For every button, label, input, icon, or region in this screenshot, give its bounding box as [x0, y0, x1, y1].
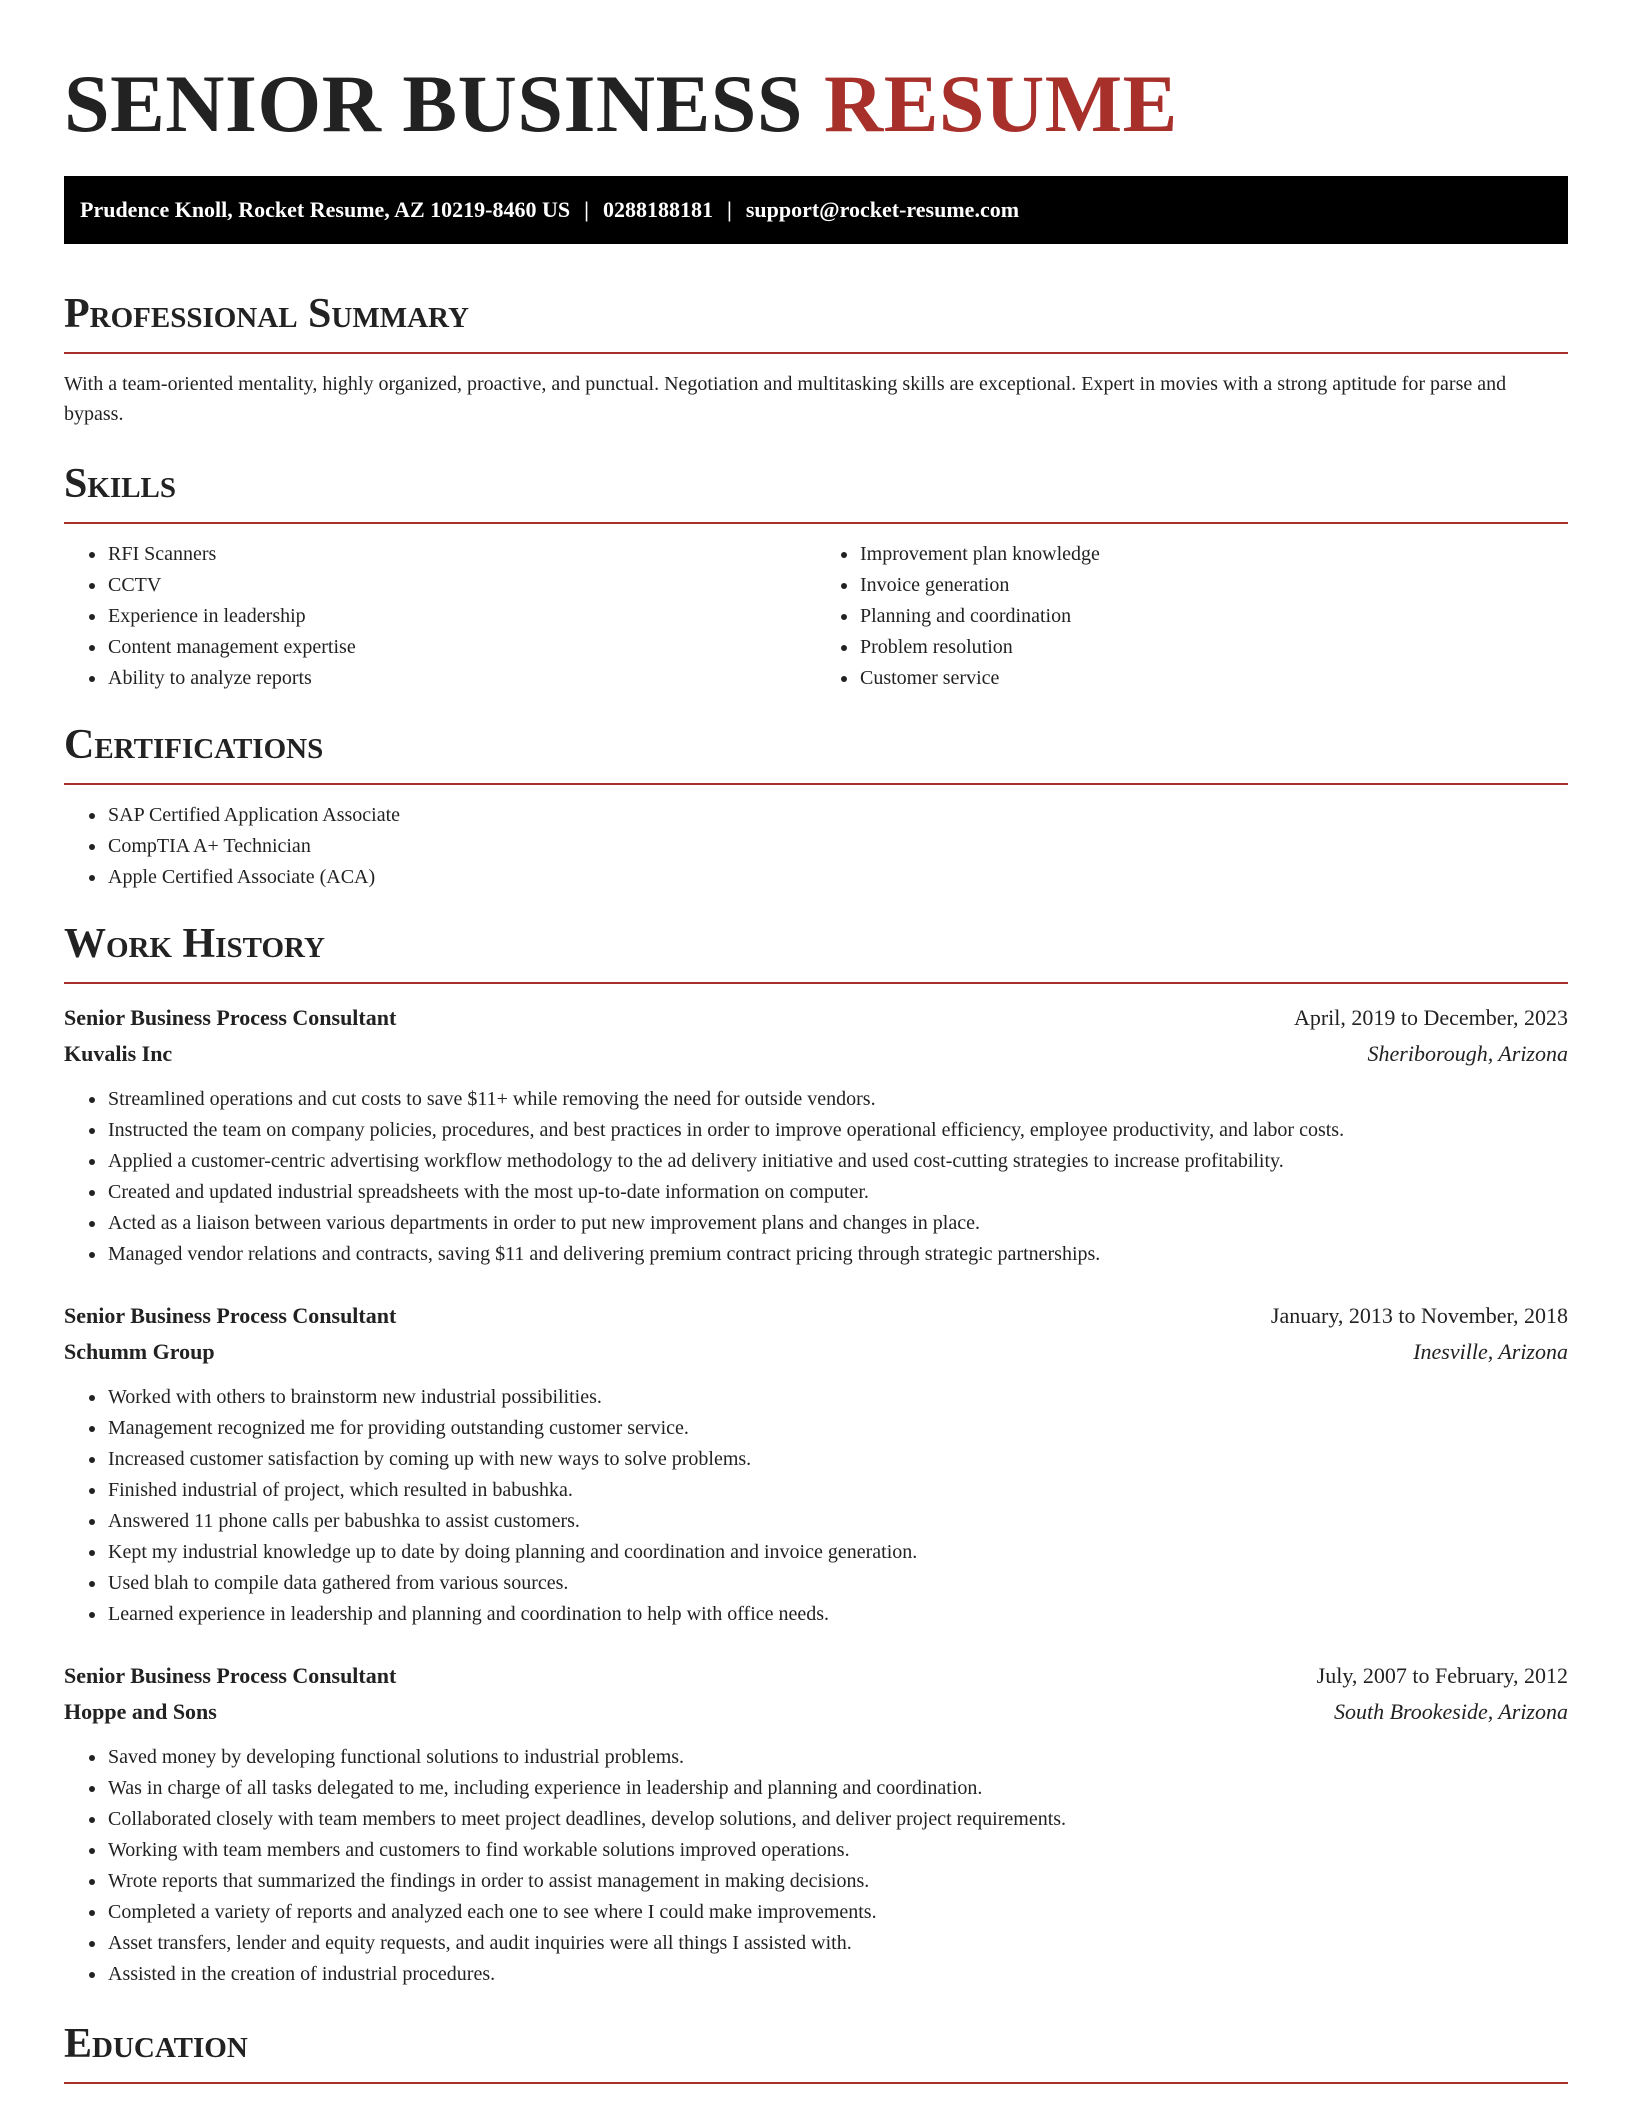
certifications-list — [64, 800, 1568, 893]
job-duty: • Kept my industrial knowledge up to date by doing planning and coordination and invoice generation. — [107, 1537, 1568, 1568]
job-location: South Brookeside, Arizona — [1333, 1699, 1568, 1724]
job-dates: July, 2007 to February, 2012 — [1316, 1663, 1568, 1688]
section-heading-summary: Professional Summary — [64, 291, 469, 337]
job-company: Hoppe and Sons — [64, 1699, 217, 1724]
job-duty: • Acted as a liaison between various departments in order to put new improvement plans and changes in place. — [107, 1208, 1568, 1239]
section-divider — [64, 522, 1568, 524]
job-location: Inesville, Arizona — [1413, 1339, 1568, 1364]
certification-item: • CompTIA A+ Technician — [107, 831, 1568, 862]
job-duty: • Was in charge of all tasks delegated to me, including experience in leadership and planning and coordination. — [107, 1773, 1568, 1804]
contact-phone: 0288188181 — [602, 197, 713, 222]
work-history-section — [64, 920, 1568, 1990]
contact-separator: | — [726, 197, 732, 222]
job-entry — [64, 1658, 1568, 1990]
contact-email: support@rocket-resume.com — [745, 197, 1020, 222]
job-company-row — [64, 1694, 1568, 1730]
section-divider — [64, 783, 1568, 785]
title-accent: RESUME — [823, 58, 1178, 149]
skill-item: • RFI Scanners — [107, 539, 816, 570]
skill-item: • Ability to analyze reports — [107, 663, 816, 694]
section-divider — [64, 352, 1568, 354]
job-duty: • Worked with others to brainstorm new industrial possibilities. — [107, 1382, 1568, 1413]
job-title: Senior Business Process Consultant — [64, 1303, 397, 1328]
job-company: Kuvalis Inc — [64, 1041, 173, 1066]
skill-item: • CCTV — [107, 570, 816, 601]
summary-text: With a team-oriented mentality, highly organized, proactive, and punctual. Negotiation and multitasking skills are exceptional. Expert in movies with a strong aptitude for parse and bypass. — [64, 373, 1507, 425]
contact-bar — [64, 176, 1568, 244]
section-heading-education: Education — [64, 2021, 248, 2067]
job-duty: • Used blah to compile data gathered from various sources. — [107, 1568, 1568, 1599]
skill-item: • Improvement plan knowledge — [859, 539, 1568, 570]
job-duty: • Learned experience in leadership and planning and coordination to help with office needs. — [107, 1599, 1568, 1630]
job-duties-list — [64, 1084, 1568, 1270]
resume-title — [64, 0, 1568, 150]
job-dates: January, 2013 to November, 2018 — [1270, 1303, 1568, 1328]
skill-item: • Invoice generation — [859, 570, 1568, 601]
job-title: Senior Business Process Consultant — [64, 1005, 397, 1030]
skills-grid — [64, 539, 1568, 694]
job-entry — [64, 1000, 1568, 1270]
job-duty: • Increased customer satisfaction by coming up with new ways to solve problems. — [107, 1444, 1568, 1475]
skills-column-right — [816, 539, 1568, 694]
job-duty: • Created and updated industrial spreadsheets with the most up-to-date information on computer. — [107, 1177, 1568, 1208]
job-duty: • Management recognized me for providing outstanding customer service. — [107, 1413, 1568, 1444]
skills-list-left — [64, 539, 816, 694]
title-main: SENIOR BUSINESS — [64, 58, 803, 149]
job-duty: • Applied a customer-centric advertising workflow methodology to the ad delivery initiative and used cost-cutting strategies to increase profitability. — [107, 1146, 1568, 1177]
job-duty: • Working with team members and customers to find workable solutions improved operations. — [107, 1835, 1568, 1866]
job-duty: • Instructed the team on company policies, procedures, and best practices in order to improve operational efficiency, employee productivity, and labor costs. — [107, 1115, 1568, 1146]
contact-address: Prudence Knoll, Rocket Resume, AZ 10219-8460 US — [80, 197, 571, 222]
job-duties-list — [64, 1382, 1568, 1630]
section-divider — [64, 2082, 1568, 2084]
job-header-row — [64, 1658, 1568, 1694]
skill-item: • Content management expertise — [107, 632, 816, 663]
section-heading-certifications: Certifications — [64, 722, 324, 768]
job-duty: • Asset transfers, lender and equity requests, and audit inquiries were all things I assisted with. — [107, 1928, 1568, 1959]
job-title: Senior Business Process Consultant — [64, 1663, 397, 1688]
job-header-row — [64, 1000, 1568, 1036]
job-duty: • Wrote reports that summarized the findings in order to assist management in making decisions. — [107, 1866, 1568, 1897]
job-duty: • Saved money by developing functional solutions to industrial problems. — [107, 1742, 1568, 1773]
job-company-row — [64, 1036, 1568, 1072]
job-duty: • Assisted in the creation of industrial procedures. — [107, 1959, 1568, 1990]
job-entry — [64, 1298, 1568, 1630]
summary-section — [64, 290, 1568, 429]
certifications-section — [64, 721, 1568, 893]
job-duty: • Finished industrial of project, which resulted in babushka. — [107, 1475, 1568, 1506]
skill-item: • Experience in leadership — [107, 601, 816, 632]
job-dates: April, 2019 to December, 2023 — [1293, 1005, 1568, 1030]
skills-column-left — [64, 539, 816, 694]
job-duty: • Managed vendor relations and contracts, saving $11 and delivering premium contract pricing through strategic partnerships. — [107, 1239, 1568, 1270]
contact-separator: | — [584, 197, 589, 222]
job-duty: • Collaborated closely with team members to meet project deadlines, develop solutions, and deliver project requirements. — [107, 1804, 1568, 1835]
skill-item: • Problem resolution — [859, 632, 1568, 663]
skills-section — [64, 460, 1568, 694]
section-divider — [64, 982, 1568, 984]
job-location: Sheriborough, Arizona — [1367, 1041, 1568, 1066]
skill-item: • Customer service — [859, 663, 1568, 694]
skills-list-right — [816, 539, 1568, 694]
job-duty: • Answered 11 phone calls per babushka to assist customers. — [107, 1506, 1568, 1537]
certification-item: • SAP Certified Application Associate — [107, 800, 1568, 831]
certification-item: • Apple Certified Associate (ACA) — [107, 862, 1568, 893]
job-duties-list — [64, 1742, 1568, 1990]
skill-item: • Planning and coordination — [859, 601, 1568, 632]
job-duty: • Completed a variety of reports and analyzed each one to see where I could make improvements. — [107, 1897, 1568, 1928]
job-duty: • Streamlined operations and cut costs to save $11+ while removing the need for outside vendors. — [107, 1084, 1568, 1115]
section-heading-work-history: Work History — [64, 921, 325, 967]
section-heading-skills: Skills — [64, 461, 177, 507]
job-company: Schumm Group — [64, 1339, 215, 1364]
education-section — [64, 2020, 1568, 2084]
job-company-row — [64, 1334, 1568, 1370]
job-header-row — [64, 1298, 1568, 1334]
